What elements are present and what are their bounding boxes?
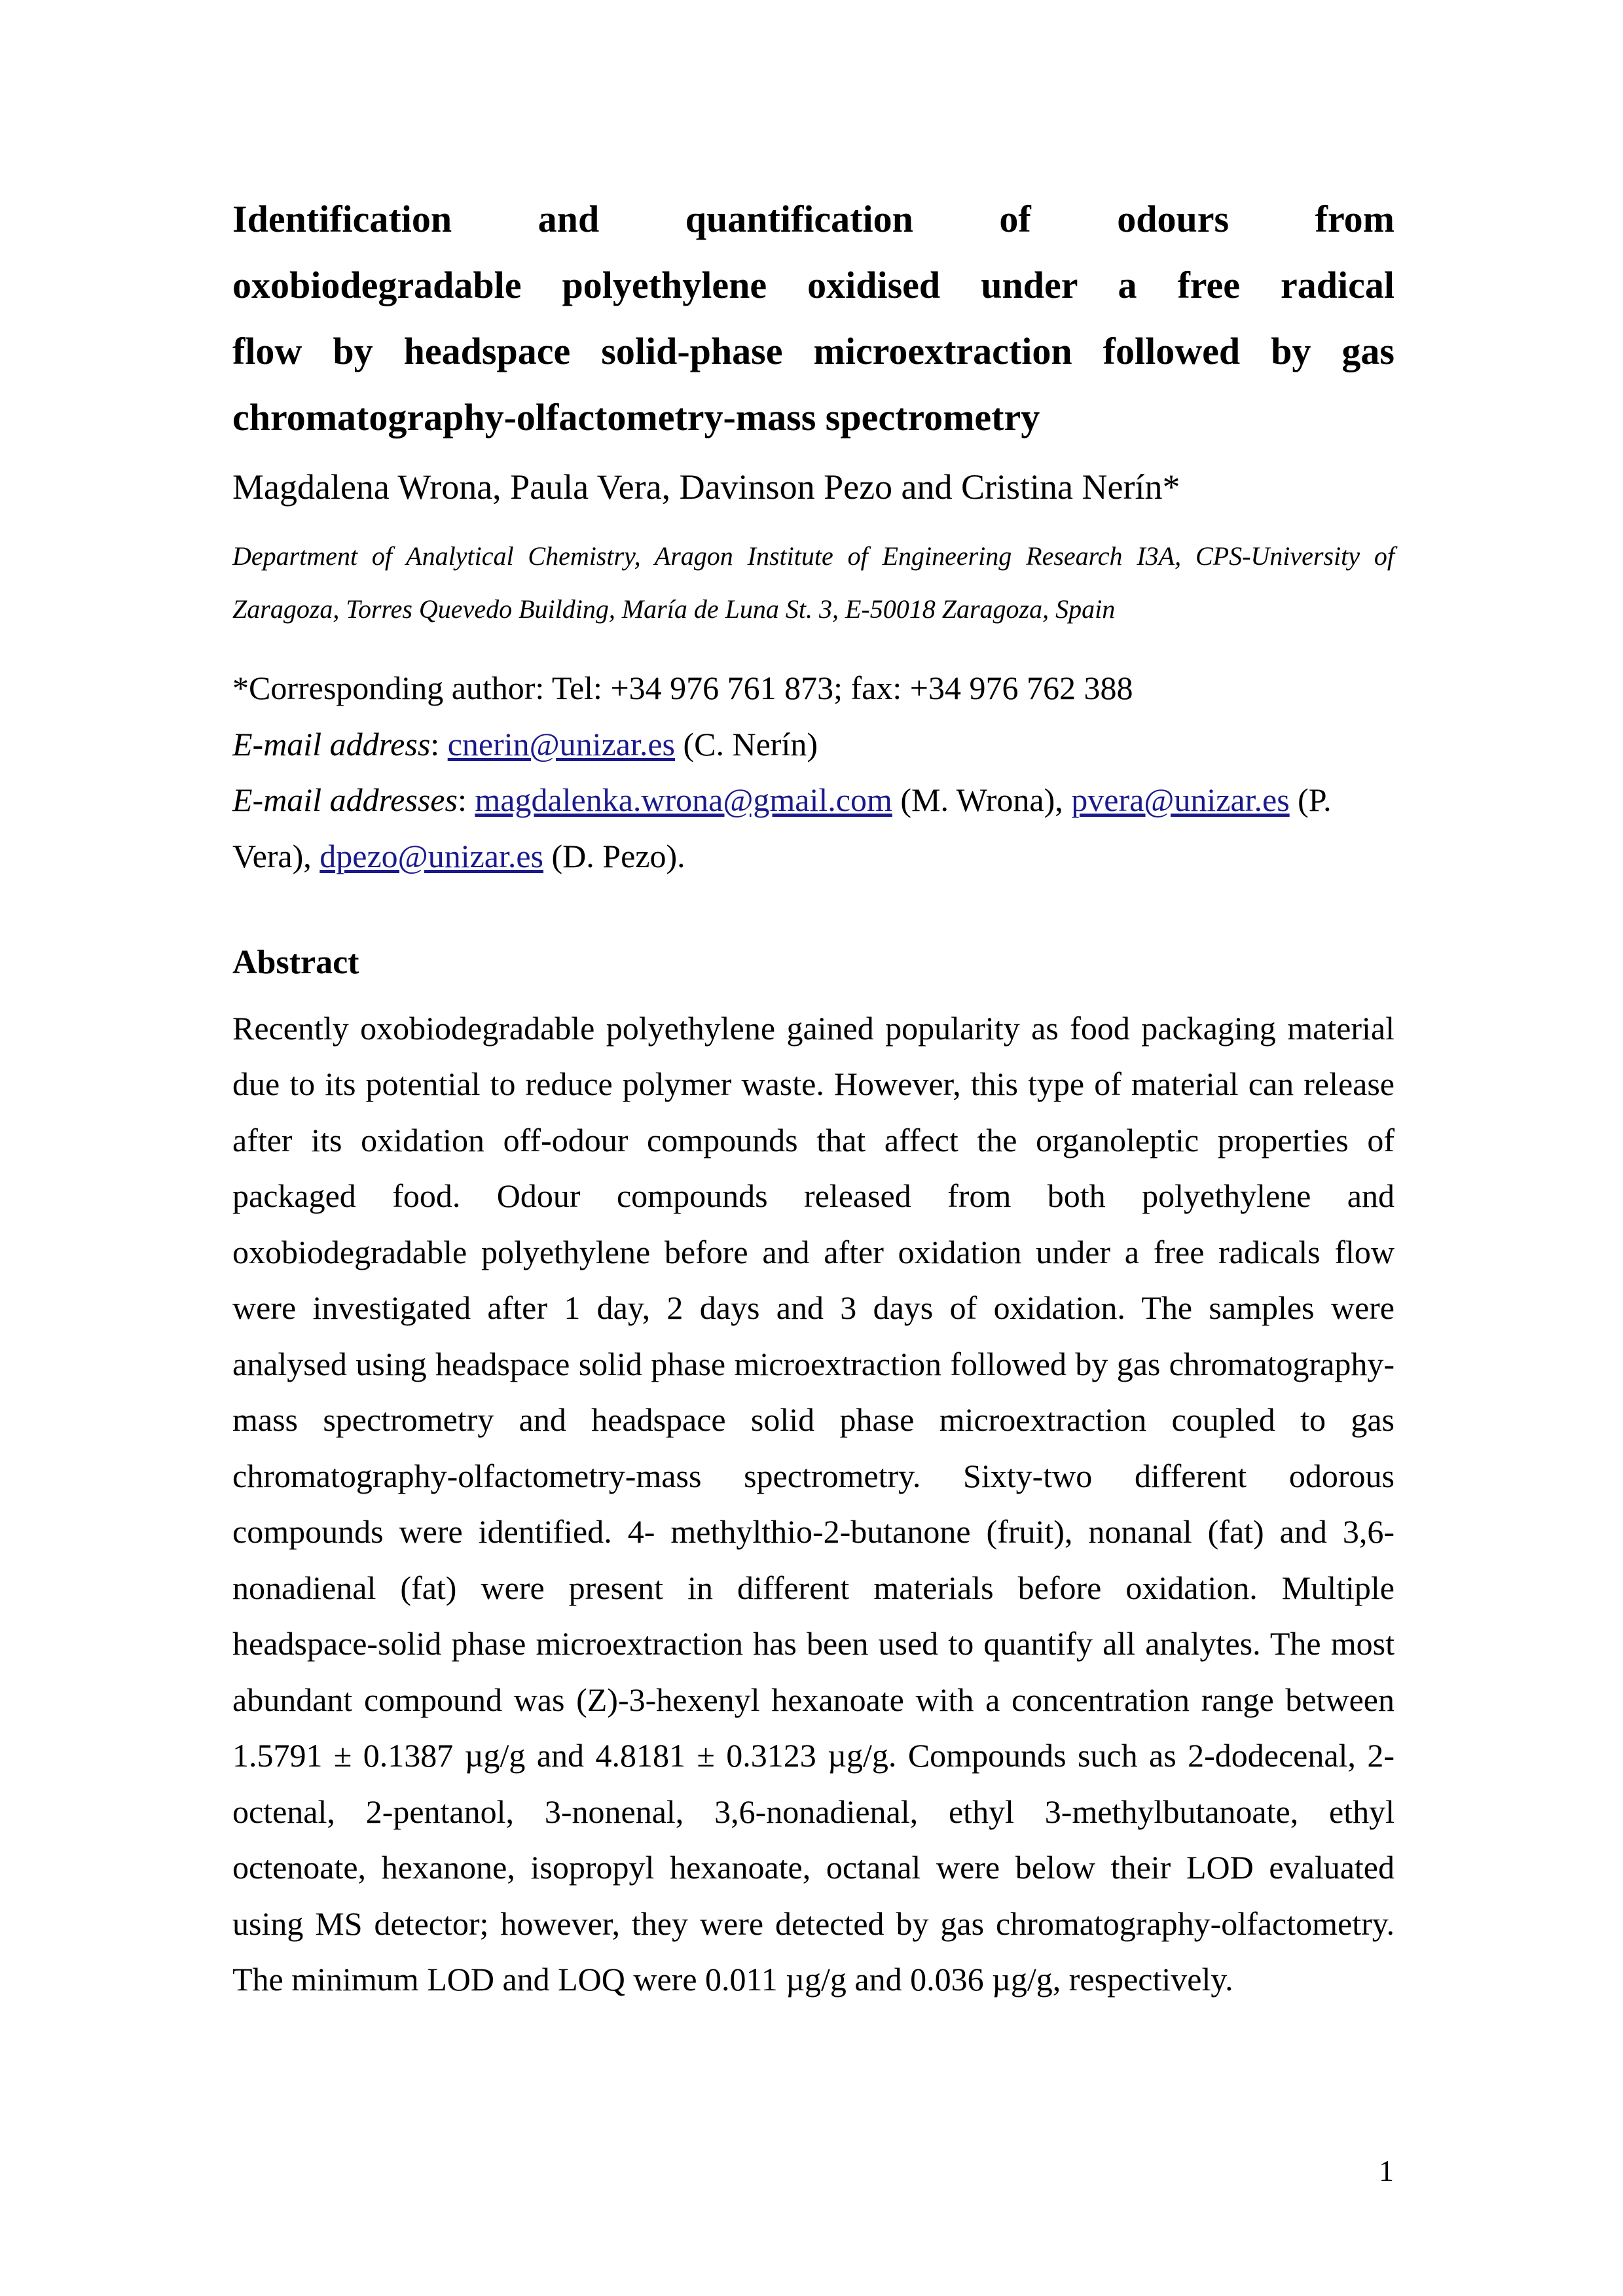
abstract-heading: Abstract: [232, 944, 359, 982]
email-address-label: E-mail address: [232, 725, 431, 762]
email-attribution: (M. Wrona),: [892, 781, 1072, 819]
title-line: chromatography-olfactometry-mass spectrometry: [232, 395, 1040, 439]
abstract-body: Recently oxobiodegradable polyethylene gained popularity as food packaging material due to its potential to reduce polymer waste. However, this type of material can release after its oxidation off-odour compounds that affect the organoleptic properties of packaged food. Odour compounds released from both polyethylene and oxobiodegradable polyethylene before and after oxidation under a free radicals flow were investigated after 1 day, 2 days and 3 days of oxidation. The samples were analysed using headspace solid phase microextraction followed by gas chromatography-mass spectrometry and headspace solid phase microextraction coupled to gas chromatography-olfactometry-mass spectrometry. Sixty-two different odorous compounds were identified. 4- methylthio-2-butanone (fruit), nonanal (fat) and 3,6-nonadienal (fat) were present in different materials before oxidation. Multiple headspace-solid phase microextraction has been used to quantify all analytes. The most abundant compound was (Z)-3-hexenyl hexanoate with a concentration range between 1.5791 ± 0.1387 µg/g and 4.8181 ± 0.3123 µg/g. Compounds such as 2-dodecenal, 2-octenal, 2-pentanol, 3-nonenal, 3,6-nonadienal, ethyl 3-methylbutanoate, ethyl octenoate, hexanone, isopropyl hexanoate, octanal were below their LOD evaluated using MS detector; however, they were detected by gas chromatography-olfactometry. The minimum LOD and LOQ were 0.011 µg/g and 0.036 µg/g, respectively.: [232, 1009, 1395, 1998]
email-link-dpezo[interactable]: dpezo@unizar.es: [319, 837, 544, 874]
email-attribution: (P. Vera),: [232, 781, 1332, 874]
email-separator: :: [430, 725, 448, 762]
email-link-wrona[interactable]: magdalenka.wrona@gmail.com: [475, 781, 892, 819]
email-addresses-label: E-mail addresses: [232, 781, 458, 819]
email-separator: :: [457, 781, 475, 819]
email-attribution: (D. Pezo).: [543, 837, 685, 874]
author-list: Magdalena Wrona, Paula Vera, Davinson Pezo and Cristina Nerín*: [232, 467, 1180, 507]
email-address-line: [232, 717, 1395, 773]
page-number: 1: [1379, 2154, 1394, 2187]
email-addresses-line: [232, 772, 1395, 884]
page-title: [232, 187, 1395, 451]
page-content: [232, 187, 1395, 2008]
affiliation: Department of Analytical Chemistry, Aragon Institute of Engineering Research I3A, CPS-University of Zaragoza, Torres Quevedo Building, María de Luna St. 3, E-50018 Zaragoza, Spain: [232, 541, 1395, 624]
contact-block: [232, 660, 1395, 884]
title-line: Identification and quantification of odours from: [232, 198, 1395, 240]
corresponding-author-line: *Corresponding author: Tel: +34 976 761 873; fax: +34 976 762 388: [232, 670, 1133, 707]
title-line: oxobiodegradable polyethylene oxidised under a free radical: [232, 263, 1395, 306]
email-link-cnerin[interactable]: cnerin@unizar.es: [447, 725, 675, 762]
email-attribution: (C. Nerín): [675, 725, 818, 762]
title-line: flow by headspace solid-phase microextraction followed by gas: [232, 329, 1395, 372]
email-link-pvera[interactable]: pvera@unizar.es: [1071, 781, 1290, 819]
